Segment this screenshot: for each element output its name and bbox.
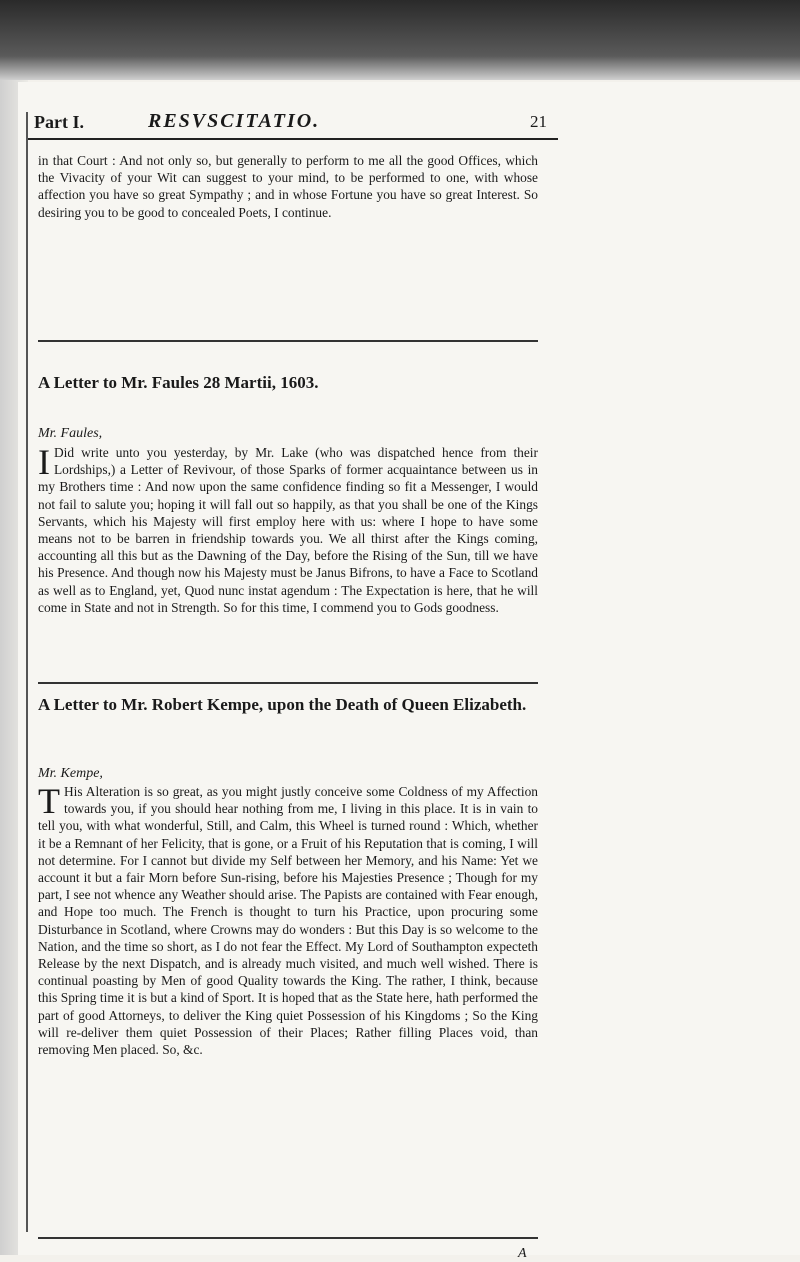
header-title: RESVSCITATIO. — [148, 110, 321, 132]
bottom-rule — [38, 1237, 538, 1239]
running-header — [28, 104, 558, 140]
margin-rule — [26, 112, 28, 1232]
opening-paragraph: in that Court : And not only so, but generally to perform to me all the good Offices, which the Vivacity of your Wit can suggest to your mind, to be performed to one, with whose affection you have so great Sympathy ; and in whose Fortune you have so great Interest. So desiring you to be good to concealed Poets, I continue. — [38, 153, 538, 220]
letter1-body — [38, 444, 538, 616]
letter1-title: A Letter to Mr. Faules 28 Martii, 1603. — [38, 373, 319, 392]
scan-shadow-top — [0, 0, 800, 80]
letter2-title: A Letter to Mr. Robert Kempe, upon the Death of Queen Elizabeth. — [38, 695, 527, 714]
section-rule — [38, 340, 538, 342]
book-page — [18, 82, 800, 1261]
letter2-body — [38, 783, 538, 1058]
letter1-salutation: Mr. Faules, — [38, 426, 103, 441]
catchword: A — [518, 1246, 527, 1261]
header-part: Part I. — [34, 112, 84, 132]
section-rule — [38, 682, 538, 684]
letter1-text: Did write unto you yesterday, by Mr. Lake (who was dispatched hence from their Lordships,) a Letter of Revivour, of those Sparks of former acquaintance between us in my Brothers time : And now upon the same confidence finding so fit a Messenger, I would not fail to salute you; hoping it will fall out so happily, as that you shall be one of the Kings Servants, which his Majesty will first employ here with us: where I hope to have some means not to be barren in friendship towards you. We all thirst after the Kings coming, accounting all this but as the Dawning of the Day, before the Rising of the Sun, till we have his Presence. And though now his Majesty must be Janus Bifrons, to have a Face to Scotland as well as to England, yet, Quod nunc instat agendum : The Expectation is here, that he will come in State and not in Strength. So for this time, I commend you to Gods goodness. — [38, 445, 538, 615]
letter2-salutation: Mr. Kempe, — [38, 766, 103, 781]
letter2-text: His Alteration is so great, as you might justly conceive some Coldness of my Affection towards you, if you should hear nothing from me, I living in this place. It is in vain to tell you, with what wonderful, Still, and Calm, this Wheel is turned round : Which, whether it be a Remnant of her Felicity, that is gone, or a Fruit of his Reputation that is coming, I will not determine. For I cannot but divide my Self between her Memory, and his Name: Yet we account it but a fair Morn before Sun-rising, before his Majesties Presence ; Though for my part, I see not whence any Weather should arise. The Papists are contained with Fear enough, and Hope too much. The French is thought to turn his Practice, upon procuring some Disturbance in Scotland, where Crowns may do wonders : But this Day is so welcome to the Nation, and the time so short, as I do not fear the Effect. My Lord of Southampton expecteth Release by the next Dispatch, and is already much visited, and much well wished. There is continual poasting by Men of good Quality towards the King. The rather, I think, because this Spring time it is but a kind of Sport. It is hoped that as the State here, hath performed the part of good Attorneys, to deliver the King quiet Possession of his Kingdoms ; So the King will re-deliver them quiet Possession of their Places; Rather filling Places void, than removing Men placed. So, &c. — [38, 784, 538, 1058]
letter1-dropcap: I — [38, 442, 50, 482]
letter2-dropcap: T — [38, 781, 60, 821]
page-number: 21 — [530, 112, 547, 131]
